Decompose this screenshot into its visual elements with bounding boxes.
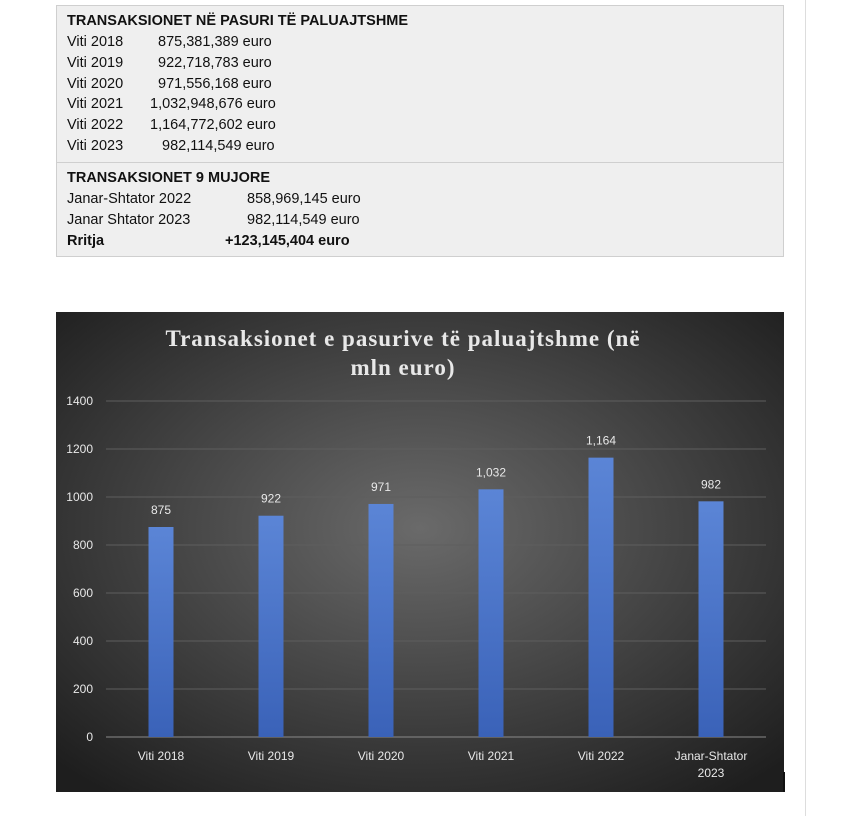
x-tick-label: Viti 2021 [467, 749, 515, 763]
y-tick-label: 1200 [66, 442, 93, 456]
row-label: Viti 2022 [67, 117, 124, 133]
y-tick-label: 400 [72, 634, 93, 648]
chart-title-line-2: mln euro) [350, 355, 456, 380]
x-tick-label: Janar-Shtator [674, 749, 748, 763]
y-tick-label: 1000 [66, 490, 93, 504]
row-value: 1,032,948,676 euro [150, 96, 276, 112]
row-label: Viti 2018 [67, 34, 124, 50]
chart-title-line-1: Transaksionet e pasurive të paluajtshme (në [165, 326, 641, 351]
data-label: 1,164 [585, 433, 617, 448]
row-value: 982,114,549 euro [162, 138, 275, 154]
yearly-section [57, 6, 783, 163]
row-value: 971,556,168 euro [158, 76, 272, 92]
growth-label: Rritja [67, 233, 105, 249]
summary-panel [56, 5, 784, 257]
row-value: 922,718,783 euro [158, 55, 272, 71]
data-label: 982 [700, 477, 722, 492]
x-tick-label: Viti 2022 [577, 749, 625, 763]
data-label: 971 [370, 479, 392, 494]
row-label: Viti 2021 [67, 96, 124, 112]
y-tick-label: 800 [72, 538, 93, 552]
x-tick-label: Viti 2020 [357, 749, 405, 763]
row-value: 858,969,145 euro [247, 191, 361, 207]
data-label: 875 [150, 503, 172, 517]
bar [699, 501, 724, 737]
y-tick-label: 200 [72, 682, 93, 696]
x-tick-label: 2023 [697, 766, 725, 780]
bar [479, 489, 504, 737]
row-label: Viti 2020 [67, 76, 124, 92]
nine-month-heading: TRANSAKSIONET 9 MUJORE [67, 170, 271, 186]
x-tick-label: Viti 2018 [137, 749, 185, 763]
data-label: 1,032 [475, 465, 507, 480]
row-value: 1,164,772,602 euro [150, 117, 276, 133]
row-value: 875,381,389 euro [158, 34, 272, 50]
row-label: Viti 2019 [67, 55, 124, 71]
page-divider [805, 0, 806, 816]
edge-marker [783, 772, 785, 792]
row-label: Janar-Shtator 2022 [67, 191, 192, 207]
bar [369, 504, 394, 737]
growth-value: +123,145,404 euro [225, 233, 350, 249]
bar [589, 458, 614, 737]
row-label: Viti 2023 [67, 138, 124, 154]
y-tick-label: 1400 [66, 394, 93, 408]
bar-chart [56, 312, 784, 792]
x-tick-label: Viti 2019 [247, 749, 295, 763]
row-label: Janar Shtator 2023 [67, 212, 191, 228]
bar [149, 527, 174, 737]
y-tick-label: 600 [72, 586, 93, 600]
data-label: 922 [260, 491, 282, 506]
y-tick-label: 0 [86, 730, 93, 744]
yearly-heading: TRANSAKSIONET NË PASURI TË PALUAJTSHME [67, 13, 409, 29]
row-value: 982,114,549 euro [247, 212, 360, 228]
bar [259, 516, 284, 737]
nine-month-section [57, 163, 783, 257]
